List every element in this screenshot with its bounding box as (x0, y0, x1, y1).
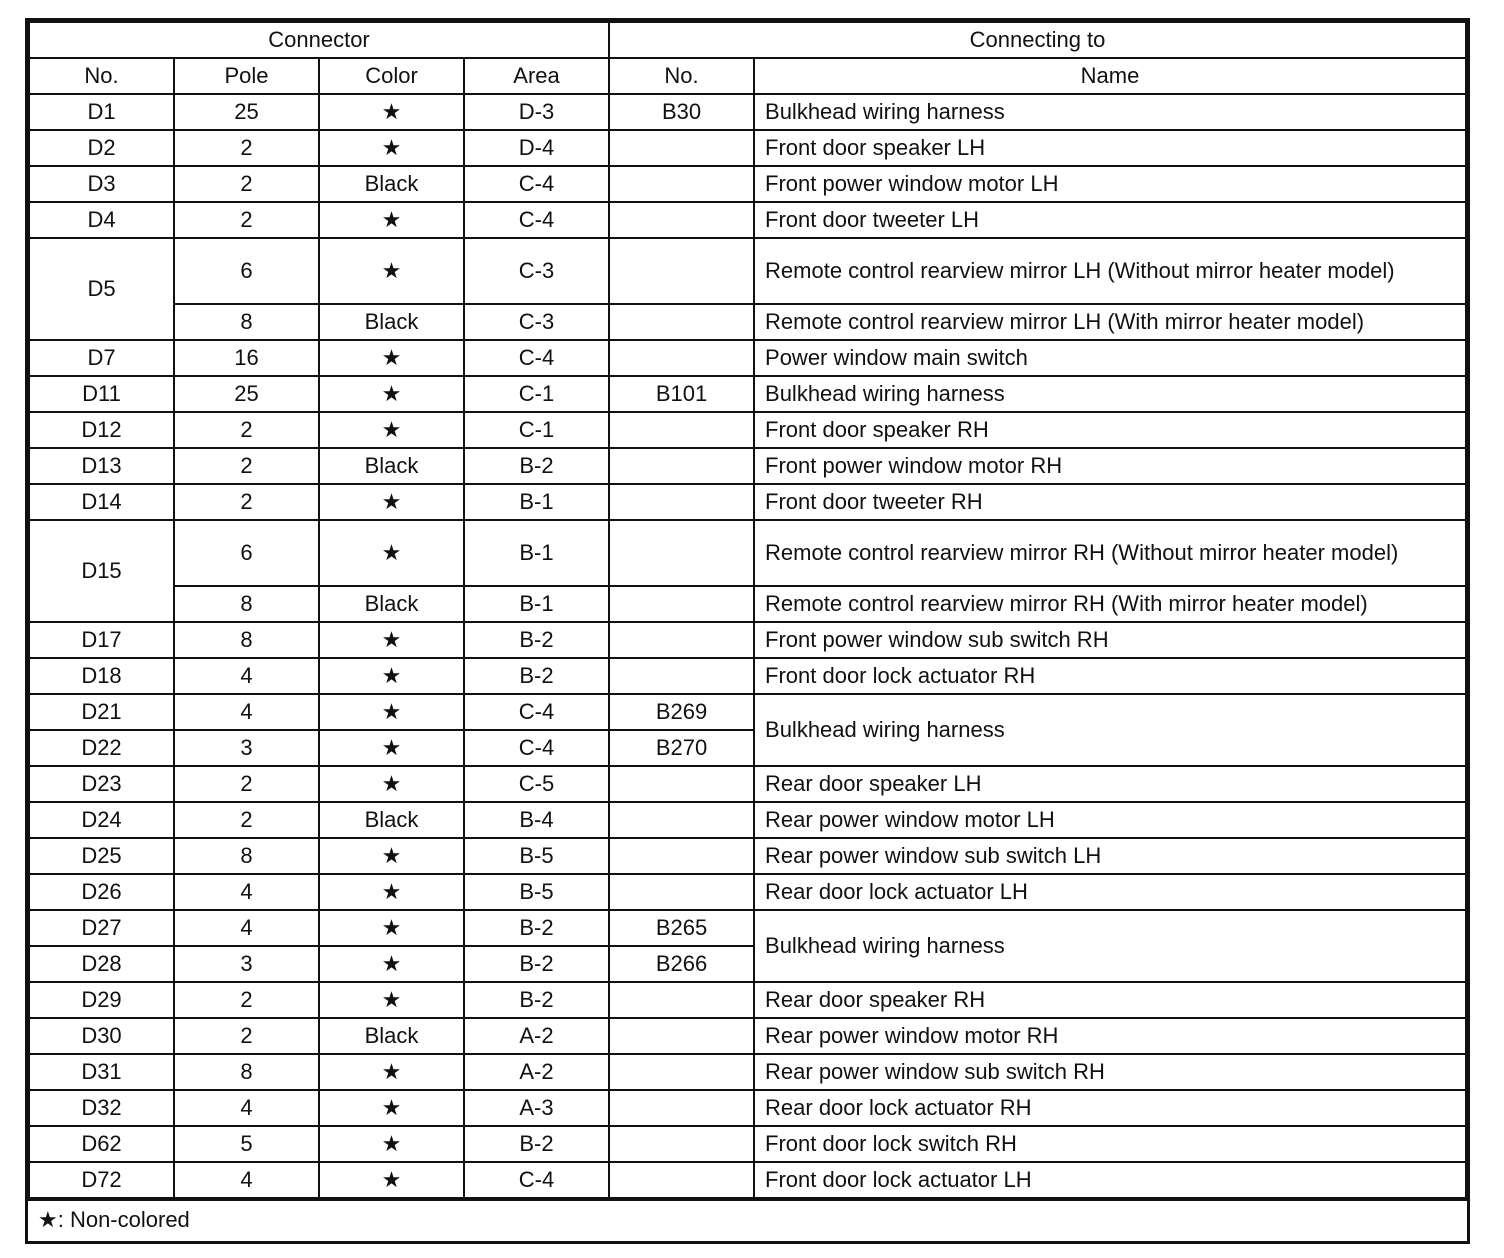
cell-area: A-2 (464, 1018, 609, 1054)
cell-area: A-2 (464, 1054, 609, 1090)
cell-to-no: B101 (609, 376, 754, 412)
table-row (29, 802, 1466, 838)
cell-pole: 2 (174, 166, 319, 202)
cell-no: D17 (29, 622, 174, 658)
cell-color: ★ (319, 910, 464, 946)
cell-no: D32 (29, 1090, 174, 1126)
cell-area: C-4 (464, 1162, 609, 1198)
cell-pole: 6 (174, 238, 319, 304)
cell-name: Bulkhead wiring harness (754, 94, 1466, 130)
cell-name: Rear door speaker LH (754, 766, 1466, 802)
cell-name: Front door speaker LH (754, 130, 1466, 166)
header-color: Color (319, 58, 464, 94)
cell-no: D29 (29, 982, 174, 1018)
table-row (29, 520, 1466, 586)
table-row (29, 694, 1466, 730)
cell-color: ★ (319, 1162, 464, 1198)
cell-area: B-1 (464, 586, 609, 622)
cell-area: B-1 (464, 520, 609, 586)
cell-no: D18 (29, 658, 174, 694)
cell-to-no (609, 1054, 754, 1090)
cell-pole: 2 (174, 802, 319, 838)
cell-color: ★ (319, 1126, 464, 1162)
header-pole: Pole (174, 58, 319, 94)
cell-no: D3 (29, 166, 174, 202)
cell-color: ★ (319, 874, 464, 910)
cell-name: Front door tweeter LH (754, 202, 1466, 238)
table-row (29, 412, 1466, 448)
cell-color: ★ (319, 694, 464, 730)
cell-to-no (609, 586, 754, 622)
cell-name: Remote control rearview mirror RH (Without mirror heater model) (754, 520, 1466, 586)
cell-to-no (609, 166, 754, 202)
cell-pole: 4 (174, 658, 319, 694)
cell-name: Front door tweeter RH (754, 484, 1466, 520)
cell-no: D72 (29, 1162, 174, 1198)
table-row (29, 448, 1466, 484)
cell-pole: 4 (174, 910, 319, 946)
cell-pole: 25 (174, 376, 319, 412)
cell-no: D30 (29, 1018, 174, 1054)
cell-to-no (609, 130, 754, 166)
cell-no: D31 (29, 1054, 174, 1090)
cell-color: Black (319, 1018, 464, 1054)
cell-area: A-3 (464, 1090, 609, 1126)
cell-pole: 2 (174, 202, 319, 238)
header-connecting-to: Connecting to (609, 22, 1466, 58)
cell-area: B-2 (464, 622, 609, 658)
cell-area: C-5 (464, 766, 609, 802)
cell-no: D26 (29, 874, 174, 910)
cell-no: D28 (29, 946, 174, 982)
cell-color: Black (319, 586, 464, 622)
cell-to-no (609, 412, 754, 448)
cell-name: Remote control rearview mirror LH (With mirror heater model) (754, 304, 1466, 340)
cell-color: ★ (319, 376, 464, 412)
cell-no: D5 (29, 238, 174, 340)
cell-name: Rear power window motor RH (754, 1018, 1466, 1054)
cell-color: ★ (319, 202, 464, 238)
cell-name: Remote control rearview mirror LH (Without mirror heater model) (754, 238, 1466, 304)
cell-no: D62 (29, 1126, 174, 1162)
cell-pole: 2 (174, 130, 319, 166)
cell-pole: 2 (174, 982, 319, 1018)
cell-area: B-2 (464, 946, 609, 982)
table-row (29, 130, 1466, 166)
cell-name: Front power window sub switch RH (754, 622, 1466, 658)
cell-color: ★ (319, 982, 464, 1018)
table-row (29, 1018, 1466, 1054)
cell-color: ★ (319, 130, 464, 166)
connector-table-sheet (25, 18, 1470, 1244)
cell-no: D1 (29, 94, 174, 130)
cell-color: ★ (319, 412, 464, 448)
table-row (29, 622, 1466, 658)
footnote-non-colored: ★: Non-colored (28, 1199, 1467, 1241)
table-row (29, 658, 1466, 694)
table-row (29, 910, 1466, 946)
cell-pole: 8 (174, 622, 319, 658)
cell-name: Rear power window sub switch LH (754, 838, 1466, 874)
header-name: Name (754, 58, 1466, 94)
cell-area: C-4 (464, 166, 609, 202)
table-row (29, 166, 1466, 202)
table-row (29, 1054, 1466, 1090)
cell-name: Rear power window sub switch RH (754, 1054, 1466, 1090)
cell-pole: 5 (174, 1126, 319, 1162)
cell-name: Remote control rearview mirror RH (With mirror heater model) (754, 586, 1466, 622)
cell-pole: 8 (174, 304, 319, 340)
cell-area: C-4 (464, 340, 609, 376)
cell-area: B-2 (464, 1126, 609, 1162)
cell-area: C-3 (464, 238, 609, 304)
cell-color: ★ (319, 946, 464, 982)
cell-color: Black (319, 304, 464, 340)
cell-color: ★ (319, 730, 464, 766)
cell-no: D24 (29, 802, 174, 838)
cell-to-no (609, 304, 754, 340)
table-row (29, 376, 1466, 412)
cell-to-no (609, 1162, 754, 1198)
cell-color: Black (319, 166, 464, 202)
table-row (29, 838, 1466, 874)
cell-no: D7 (29, 340, 174, 376)
cell-color: ★ (319, 1090, 464, 1126)
header-connector: Connector (29, 22, 609, 58)
cell-to-no: B269 (609, 694, 754, 730)
cell-pole: 25 (174, 94, 319, 130)
cell-area: B-1 (464, 484, 609, 520)
cell-name: Front door lock actuator LH (754, 1162, 1466, 1198)
table-row (29, 1162, 1466, 1198)
cell-pole: 3 (174, 946, 319, 982)
cell-no: D14 (29, 484, 174, 520)
cell-pole: 8 (174, 586, 319, 622)
header-area: Area (464, 58, 609, 94)
cell-color: ★ (319, 1054, 464, 1090)
cell-color: ★ (319, 658, 464, 694)
header-to-no: No. (609, 58, 754, 94)
cell-area: B-2 (464, 448, 609, 484)
cell-pole: 2 (174, 484, 319, 520)
cell-area: C-3 (464, 304, 609, 340)
cell-name: Front door lock actuator RH (754, 658, 1466, 694)
cell-name: Bulkhead wiring harness (754, 694, 1466, 766)
cell-no: D15 (29, 520, 174, 622)
cell-area: B-2 (464, 658, 609, 694)
cell-no: D12 (29, 412, 174, 448)
cell-name: Power window main switch (754, 340, 1466, 376)
cell-pole: 2 (174, 412, 319, 448)
cell-to-no (609, 520, 754, 586)
cell-color: ★ (319, 622, 464, 658)
cell-to-no (609, 202, 754, 238)
cell-no: D27 (29, 910, 174, 946)
cell-name: Rear door lock actuator RH (754, 1090, 1466, 1126)
cell-pole: 4 (174, 1162, 319, 1198)
cell-pole: 16 (174, 340, 319, 376)
cell-pole: 4 (174, 874, 319, 910)
cell-to-no (609, 874, 754, 910)
cell-area: B-5 (464, 874, 609, 910)
cell-color: ★ (319, 766, 464, 802)
cell-area: C-4 (464, 694, 609, 730)
cell-no: D25 (29, 838, 174, 874)
cell-no: D2 (29, 130, 174, 166)
table-row (29, 1126, 1466, 1162)
cell-pole: 2 (174, 448, 319, 484)
cell-pole: 4 (174, 694, 319, 730)
cell-to-no (609, 448, 754, 484)
cell-color: ★ (319, 520, 464, 586)
cell-to-no (609, 658, 754, 694)
cell-to-no (609, 622, 754, 658)
connector-table (28, 21, 1467, 1199)
cell-name: Front power window motor RH (754, 448, 1466, 484)
cell-no: D22 (29, 730, 174, 766)
cell-area: C-4 (464, 730, 609, 766)
cell-pole: 2 (174, 766, 319, 802)
cell-color: ★ (319, 484, 464, 520)
table-row (29, 766, 1466, 802)
cell-to-no: B265 (609, 910, 754, 946)
cell-area: B-2 (464, 910, 609, 946)
cell-name: Rear door speaker RH (754, 982, 1466, 1018)
cell-area: B-5 (464, 838, 609, 874)
table-row (29, 94, 1466, 130)
cell-pole: 4 (174, 1090, 319, 1126)
cell-name: Rear door lock actuator LH (754, 874, 1466, 910)
cell-name: Bulkhead wiring harness (754, 376, 1466, 412)
cell-no: D23 (29, 766, 174, 802)
cell-to-no (609, 1126, 754, 1162)
cell-to-no (609, 1018, 754, 1054)
cell-to-no: B30 (609, 94, 754, 130)
cell-to-no (609, 802, 754, 838)
cell-to-no (609, 238, 754, 304)
cell-to-no (609, 340, 754, 376)
cell-color: Black (319, 802, 464, 838)
cell-no: D13 (29, 448, 174, 484)
cell-name: Front door lock switch RH (754, 1126, 1466, 1162)
header-no: No. (29, 58, 174, 94)
table-row (29, 238, 1466, 304)
cell-to-no: B266 (609, 946, 754, 982)
table-row (29, 874, 1466, 910)
cell-name: Bulkhead wiring harness (754, 910, 1466, 982)
cell-no: D4 (29, 202, 174, 238)
cell-pole: 8 (174, 1054, 319, 1090)
cell-name: Rear power window motor LH (754, 802, 1466, 838)
cell-no: D11 (29, 376, 174, 412)
cell-color: ★ (319, 238, 464, 304)
cell-to-no (609, 1090, 754, 1126)
cell-name: Front power window motor LH (754, 166, 1466, 202)
cell-pole: 6 (174, 520, 319, 586)
table-row (29, 586, 1466, 622)
cell-area: C-4 (464, 202, 609, 238)
cell-name: Front door speaker RH (754, 412, 1466, 448)
cell-no: D21 (29, 694, 174, 730)
table-row (29, 340, 1466, 376)
cell-area: D-3 (464, 94, 609, 130)
cell-color: ★ (319, 94, 464, 130)
cell-area: B-4 (464, 802, 609, 838)
table-row (29, 202, 1466, 238)
cell-pole: 8 (174, 838, 319, 874)
cell-color: ★ (319, 838, 464, 874)
cell-to-no (609, 484, 754, 520)
table-row (29, 304, 1466, 340)
cell-area: D-4 (464, 130, 609, 166)
cell-color: Black (319, 448, 464, 484)
cell-to-no (609, 982, 754, 1018)
cell-area: B-2 (464, 982, 609, 1018)
cell-to-no: B270 (609, 730, 754, 766)
table-row (29, 484, 1466, 520)
cell-to-no (609, 838, 754, 874)
cell-pole: 2 (174, 1018, 319, 1054)
cell-pole: 3 (174, 730, 319, 766)
cell-area: C-1 (464, 412, 609, 448)
cell-to-no (609, 766, 754, 802)
table-row (29, 982, 1466, 1018)
cell-area: C-1 (464, 376, 609, 412)
cell-color: ★ (319, 340, 464, 376)
table-row (29, 1090, 1466, 1126)
